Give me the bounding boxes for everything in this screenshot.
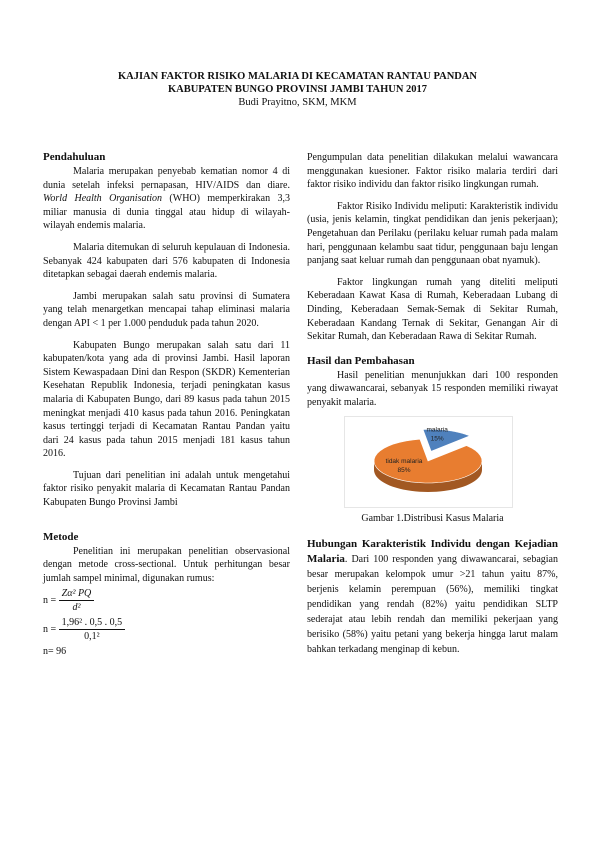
equation-1-denominator: d² xyxy=(72,602,81,614)
paragraph-results: Hasil penelitian menunjukkan dari 100 responden yang diwawancarai, sebanyak 15 responden memiliki riwayat penyakit malaria. xyxy=(307,369,558,408)
equation-1-numerator: Zα² PQ xyxy=(59,587,95,601)
characteristics-text: . Dari 100 responden yang diwawancarai, sebagian besar merupakan kelompok umur >21 tahun yaitu 87%, berjenis kelamin perempuan (56%), memiliki tingkat pendidikan yang rendah (82%) yaitu pendidikan SLTP sederajat atau lebih rendah dan memiliki pekerjaan yang berisiko (58%) yaitu petani yang bekerja hingga larut malam bahkan terkadang menginap di kebun. xyxy=(307,554,558,656)
paragraph-data-collection: Pengumpulan data penelitian dilakukan melalui wawancara menggunakan kuesioner. Faktor risiko malaria terdiri dari faktor risiko individu dan faktor risiko lingkungan rumah. xyxy=(307,152,558,191)
equation-1 xyxy=(43,587,290,614)
equation-3: n= 96 xyxy=(43,646,67,658)
paragraph-intro-5: Tujuan dari penelitian ini adalah untuk mengetahui faktor risiko penyakit malaria di Kecamatan Rantau Pandan Kabupaten Bungo Provinsi Jambi xyxy=(43,469,290,509)
pie-label-1: tidak malaria xyxy=(385,457,423,465)
paragraph-intro-3: Jambi merupakan salah satu provinsi di Sumatera yang telah menargetkan mencapai tahap eliminasi malaria dengan API < 1 per 1.000 penduduk pada tahun 2020. xyxy=(43,290,290,329)
intro-1-text-b: (WHO) memperkirakan 3,3 miliar manusia di dunia tinggal atau hidup di wilayah-wilayah endemis malaria. xyxy=(43,193,290,232)
intro-1-text-a: Malaria merupakan penyebab kematian nomor 4 di dunia setelah infeksi pernapasan, HIV/AIDS dan diare. xyxy=(43,166,290,191)
pie-value-label-1: 85% xyxy=(397,466,411,474)
figure-caption: Gambar 1.Distribusi Kasus Malaria xyxy=(361,512,504,524)
paragraph-intro-1 xyxy=(43,165,290,233)
pie-label-0: malaria xyxy=(426,425,448,433)
pie-chart-svg xyxy=(345,417,512,507)
paragraph-metode: Penelitian ini merupakan penelitian observasional dengan metode cross-sectional. Untuk perhitungan besar jumlah sampel minimal, digunakan rumus: xyxy=(43,545,290,584)
heading-pendahuluan: Pendahuluan xyxy=(43,151,106,163)
equation-1-fraction xyxy=(59,587,95,614)
paper-author: Budi Prayitno, SKM, MKM xyxy=(238,97,357,108)
pie-slice-tidak-malaria xyxy=(374,439,482,492)
equation-2-lhs: n = xyxy=(43,624,59,636)
paragraph-intro-4: Kabupaten Bungo merupakan salah satu dari 11 kabupaten/kota yang ada di provinsi Jambi. Hasil laporan Sistem Kewaspadaan Dini dan Respon (SKDR) Kementerian Kesehatan Republik Indonesia, terjadi peningkatan kasus malaria di Kabupaten Bungo, dari 89 kasus pada tahun 2015 meningkat menjadi 410 kasus pada tahun 2016. Peningkatan kasus tertinggi terjadi di Kecamatan Rantau Pandan yaitu dari 24 kasus pada tahun 2015 menjadi 181 kasus tahun 2016. xyxy=(43,339,290,460)
pie-value-label-0: 15% xyxy=(430,434,444,442)
left-column xyxy=(43,150,290,658)
right-column xyxy=(307,151,558,657)
intro-1-italic: World Health Organisation xyxy=(43,193,163,205)
paragraph-characteristics xyxy=(307,537,558,657)
equation-2 xyxy=(43,616,290,643)
paragraph-individual-factors: Faktor Risiko Individu meliputi: Karakteristik individu (usia, jenis kelamin, tingkat pendidikan dan jenis pekerjaan); Pengetahuan dan Perilaku (perilaku keluar rumah pada malam hari, penggunaan kelambu saat tidur, penggunaan baju lengan panjang saat keluar rumah dan penggunaan obat nyamuk). xyxy=(307,200,558,267)
equation-2-denominator: 0,1² xyxy=(84,631,100,643)
equation-2-numerator: 1,96² . 0,5 . 0,5 xyxy=(59,616,126,630)
paper-title-line-1: KAJIAN FAKTOR RISIKO MALARIA DI KECAMATAN RANTAU PANDAN xyxy=(117,71,478,82)
equation-1-lhs: n = xyxy=(43,595,59,607)
pie-chart-figure xyxy=(344,416,513,508)
paper-title-line-2: KABUPATEN BUNGO PROVINSI JAMBI TAHUN 2017 xyxy=(167,84,428,95)
heading-metode: Metode xyxy=(43,530,79,543)
subheading-characteristics: Hubungan Karakteristik Individu dengan Kejadian Malaria xyxy=(307,538,558,566)
equation-2-fraction xyxy=(59,616,126,643)
paragraph-environment-factors: Faktor lingkungan rumah yang diteliti meliputi Keberadaan Kawat Kasa di Rumah, Keberadaan Lubang di Dinding, Keberadaan Semak-Semak di Sekitar Rumah, Keberadaan Kandang Ternak di Sekitar, Genangan Air di Sekitar Rumah, dan Keberadaan Rawa di Sekitar Rumah. xyxy=(307,276,558,343)
paragraph-intro-2: Malaria ditemukan di seluruh kepulauan di Indonesia. Sebanyak 424 kabupaten dari 576 kabupaten di Indonesia ditetapkan sebagai daerah endemis malaria. xyxy=(43,241,290,281)
heading-hasil: Hasil dan Pembahasan xyxy=(307,354,415,367)
